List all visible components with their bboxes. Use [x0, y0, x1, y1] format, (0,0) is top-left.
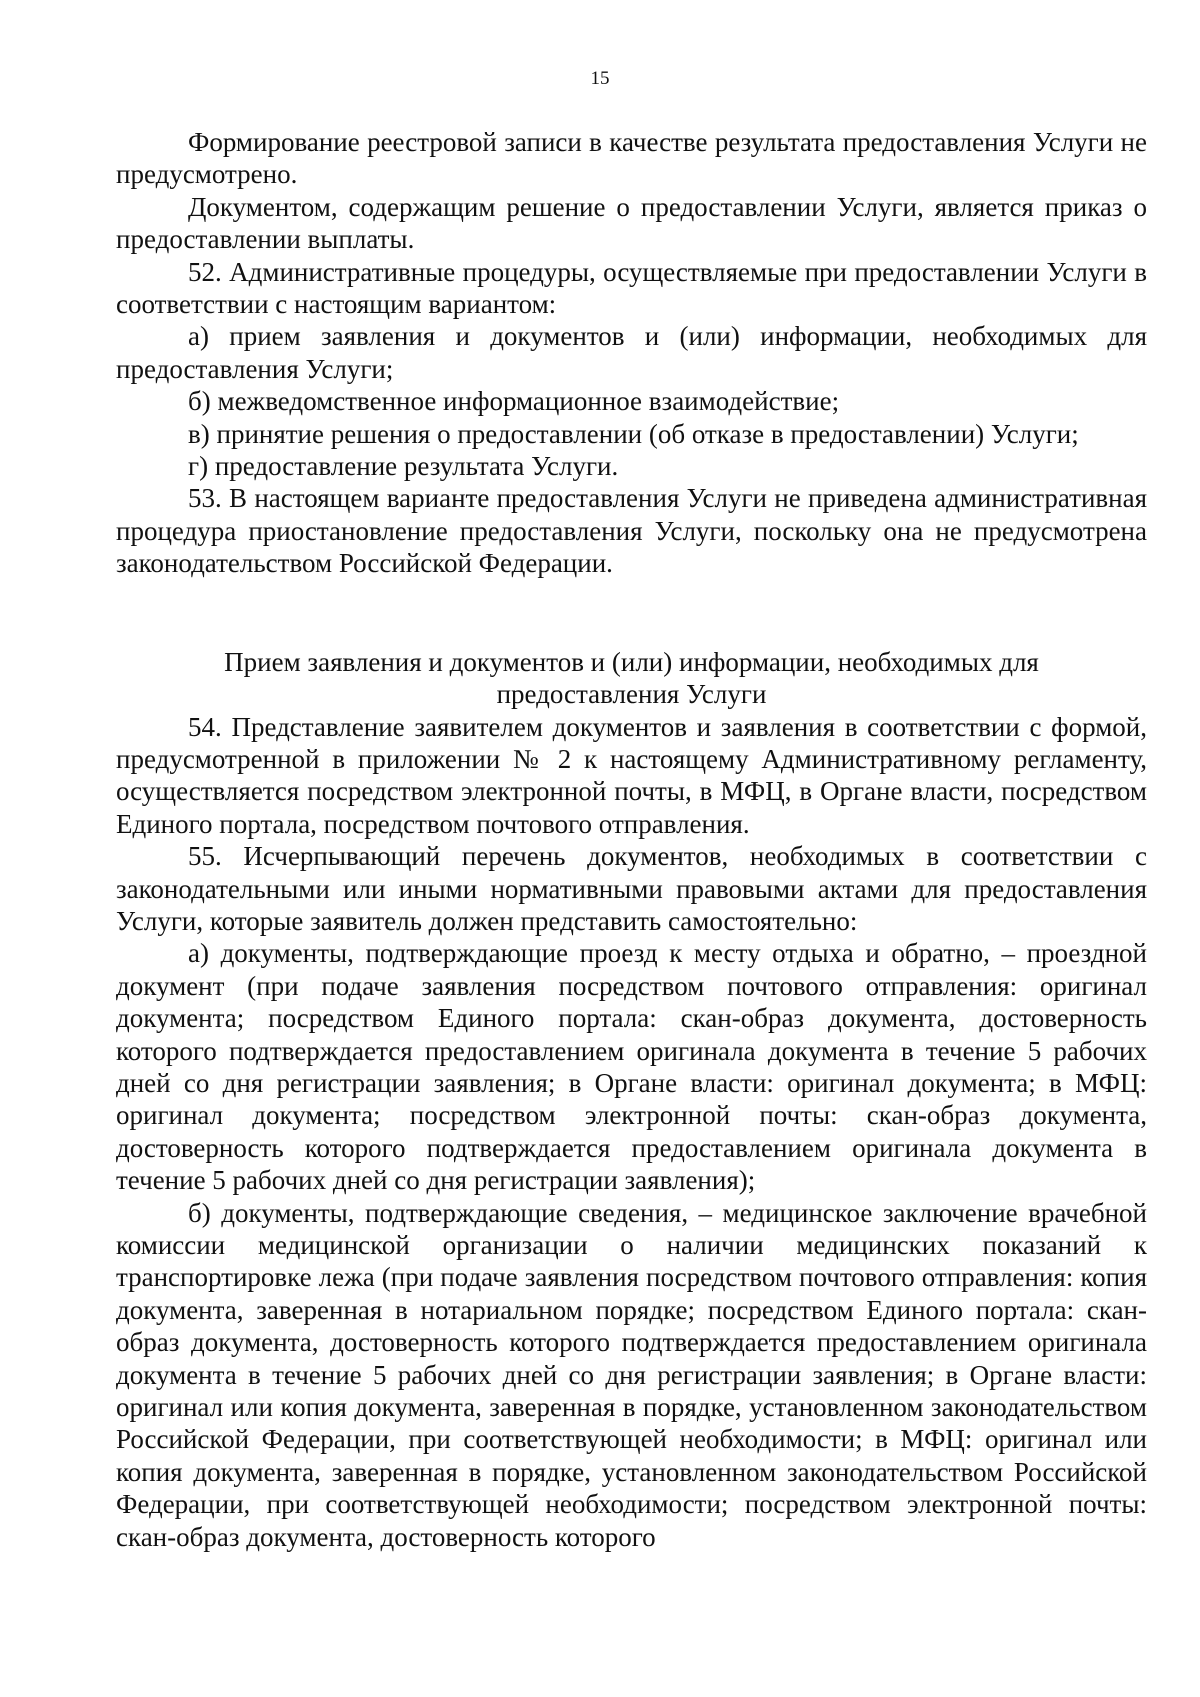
paragraph-55: 55. Исчерпывающий перечень документов, необходимых в соответствии с законодательными или иными нормативными правовыми актами для предоставления Услуги, которые заявитель должен представить самостоятельно:	[116, 841, 1147, 936]
section-heading-line-2: предоставления Услуги	[496, 679, 767, 710]
list-item-52v: в) принятие решения о предоставлении (об отказе в предоставлении) Услуги;	[188, 418, 1079, 449]
paragraph-decision-document: Документом, содержащим решение о предоставлении Услуги, является приказ о предоставлении выплаты.	[116, 191, 1147, 255]
paragraph-54: 54. Представление заявителем документов и заявления в соответствии с формой, предусмотренной в приложении № 2 к настоящему Административному регламенту, осуществляется посредством электронной почты, в МФЦ, в Органе власти, посредством Единого портала, посредством почтового отправления.	[116, 711, 1147, 839]
list-item-52a: а) прием заявления и документов и (или) информации, необходимых для предоставления Услуги;	[116, 321, 1147, 384]
section-heading-line-1: Прием заявления и документов и (или) информации, необходимых для	[224, 646, 1039, 677]
paragraph-52: 52. Административные процедуры, осуществляемые при предоставлении Услуги в соответствии с настоящим вариантом:	[116, 256, 1147, 320]
document-body	[116, 126, 1147, 1553]
section-heading	[116, 618, 1147, 711]
paragraph-53: 53. В настоящем варианте предоставления Услуги не приведена административная процедура приостановление предоставления Услуги, поскольку она не предусмотрена законодательством Российской Федерации.	[116, 483, 1147, 579]
page-number: 15	[590, 68, 610, 89]
list-item-52b: б) межведомственное информационное взаимодействие;	[188, 386, 840, 417]
paragraph-registry-record: Формирование реестровой записи в качестве результата предоставления Услуги не предусмотрено.	[116, 127, 1147, 190]
list-item-52g: г) предоставление результата Услуги.	[188, 451, 619, 482]
list-item-55b: б) документы, подтверждающие сведения, – медицинское заключение врачебной комиссии медицинской организации о наличии медицинских показаний к транспортировке лежа (при подаче заявления посредством почтового отправления: копия документа, заверенная в нотариальном порядке; посредством Единого портала: скан-образ документа, достоверность которого подтверждается предоставлением оригинала документа в течение 5 рабочих дней со дня регистрации заявления; в Органе власти: оригинал или копия документа, заверенная в порядке, установленном законодательством Российской Федерации, при соответствующей необходимости; в МФЦ: оригинал или копия документа, заверенная в порядке, установленном законодательством Российской Федерации, при соответствующей необходимости; посредством электронной почты: скан-образ документа, достоверность которого	[116, 1197, 1147, 1552]
list-item-55a: а) документы, подтверждающие проезд к месту отдыха и обратно, – проездной документ (при подаче заявления посредством почтового отправления: оригинал документа; посредством Единого портала: скан-образ документа, достоверность которого подтверждается предоставлением оригинала документа в течение 5 рабочих дней со дня регистрации заявления; в Органе власти: оригинал документа; в МФЦ: оригинал документа; посредством электронной почты: скан-образ документа, достоверность которого подтверждается предоставлением оригинала документа в течение 5 рабочих дней со дня регистрации заявления);	[116, 938, 1147, 1196]
